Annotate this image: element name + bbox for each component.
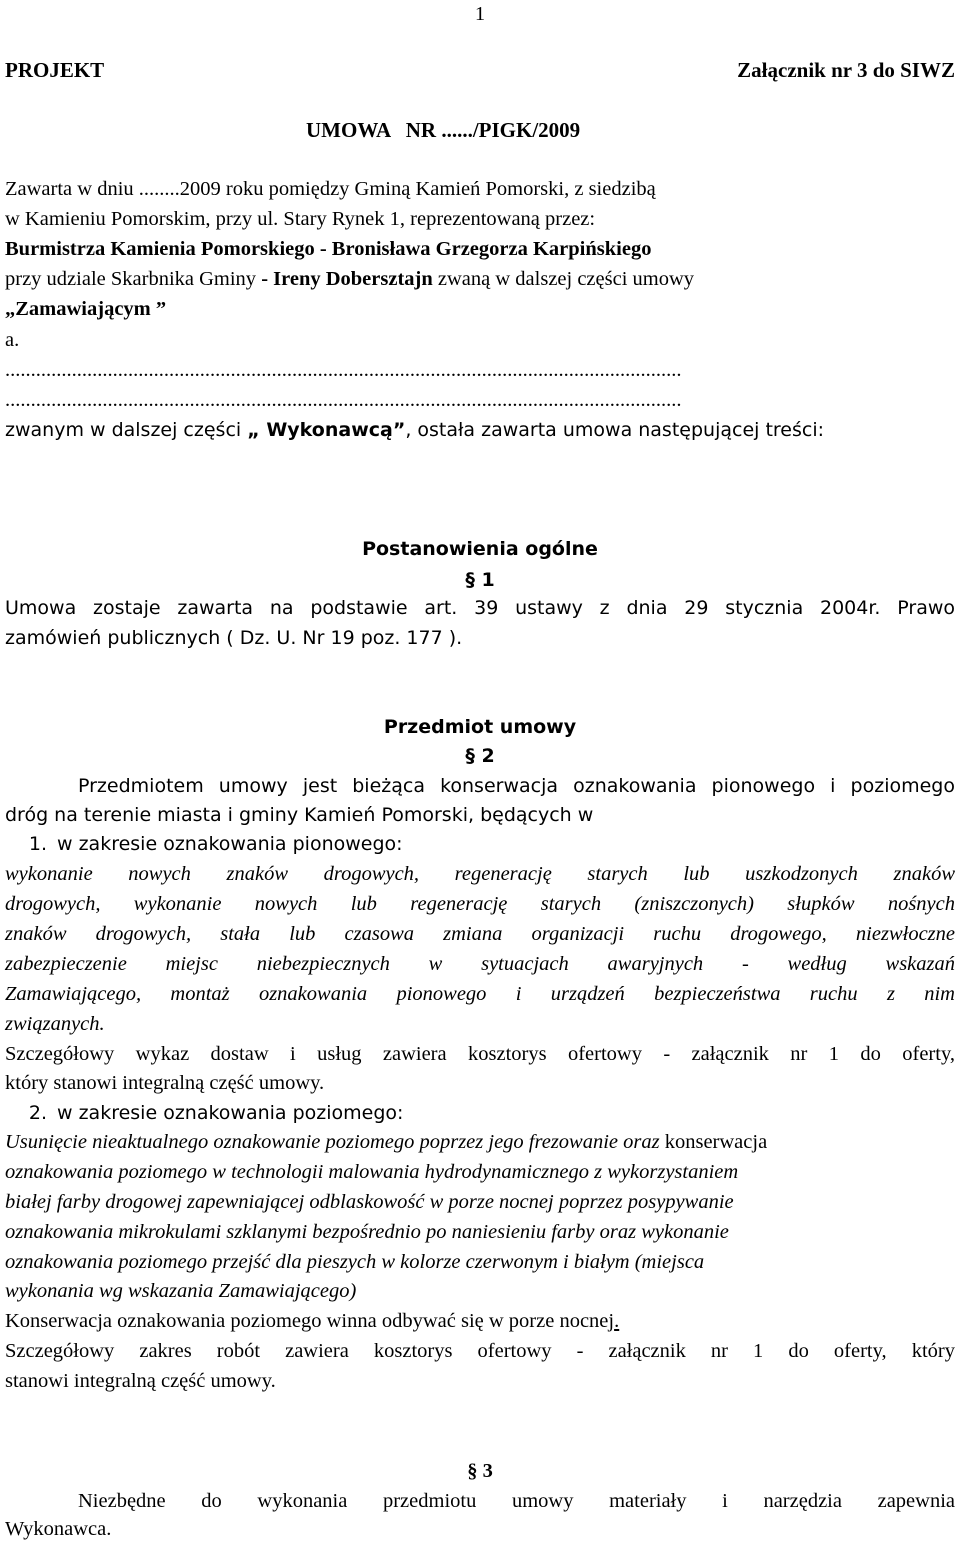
night-maintenance-text: Konserwacja oznakowania poziomego winna odbywać się w porze nocnej: [5, 1310, 615, 1332]
section-1-line-2: zamówień publicznych ( Dz. U. Nr 19 poz. 177 ).: [5, 627, 463, 649]
vertical-scope-line-5: Zamawiającego, montaż oznakowania pionowego i urządzeń bezpieczeństwa ruchu z nim: [5, 983, 955, 1005]
vertical-detail-line-1: Szczegółowy wykaz dostaw i usług zawiera kosztorys ofertowy - załącznik nr 1 do oferty,: [5, 1043, 955, 1065]
intro-line-3: Burmistrza Kamienia Pomorskiego - Bronisława Grzegorza Karpińskiego: [5, 238, 652, 260]
section-1-heading: Postanowienia ogólne: [362, 538, 598, 560]
section-1-paragraph-number: § 1: [465, 569, 495, 591]
night-maintenance-period: .: [614, 1310, 620, 1332]
section-3-line-2: Wykonawca.: [5, 1518, 112, 1540]
section-3-line-1: Niezbędne do wykonania przedmiotu umowy materiały i narzędzia zapewnia: [78, 1490, 955, 1512]
section-2-line-1: Przedmiotem umowy jest bieżąca konserwacja oznakowania pionowego i poziomego: [78, 775, 955, 797]
horizontal-scope-line-2: oznakowania poziomego w technologii malowania hydrodynamicznego z wykorzystaniem: [5, 1161, 739, 1183]
intro-line-5: „Zamawiającym ”: [5, 298, 167, 320]
section-2-paragraph-number: § 2: [465, 745, 495, 767]
header-right: Załącznik nr 3 do SIWZ: [737, 58, 955, 82]
horizontal-scope-line-5: oznakowania poziomego przejść dla pieszych w kolorze czerwonym i białym (miejsca: [5, 1251, 705, 1273]
night-maintenance-line: [5, 1307, 955, 1335]
section-3-paragraph-number: § 3: [467, 1460, 493, 1482]
intro-line-4: [5, 265, 955, 293]
intro-line-4-part-a: przy udziale Skarbnika Gminy: [5, 268, 262, 290]
dotted-line-1: ....................................................................................................................................: [5, 359, 682, 381]
intro-line-6: a.: [5, 329, 20, 351]
intro-line-9-part-b: „ Wykonawcą”: [247, 419, 406, 441]
contract-title: UMOWA NR ....../PIGK/2009: [306, 118, 581, 142]
page-number: 1: [474, 3, 486, 25]
list-item-2-label: w zakresie oznakowania poziomego:: [57, 1102, 404, 1124]
vertical-scope-line-1: wykonanie nowych znaków drogowych, regenerację starych lub uszkodzonych znaków: [5, 863, 955, 885]
horizontal-detail-line-2: stanowi integralną część umowy.: [5, 1370, 276, 1392]
horizontal-detail-line-1: Szczegółowy zakres robót zawiera kosztorys ofertowy - załącznik nr 1 do oferty, który: [5, 1340, 955, 1362]
list-item-1-label: w zakresie oznakowania pionowego:: [57, 833, 403, 855]
list-item-1-number: 1.: [28, 833, 47, 855]
header-left: PROJEKT: [5, 58, 105, 82]
horizontal-scope-line-1-part-a: Usunięcie nieaktualnego oznakowanie poziomego poprzez jego frezowanie oraz: [5, 1131, 665, 1153]
section-2-line-2: dróg na terenie miasta i gminy Kamień Pomorski, będących w: [5, 804, 594, 826]
horizontal-scope-line-6: wykonania wg wskazania Zamawiającego): [5, 1280, 357, 1302]
horizontal-scope-line-1-part-b: konserwacja: [664, 1131, 768, 1153]
intro-line-2: w Kamieniu Pomorskim, przy ul. Stary Rynek 1, reprezentowaną przez:: [5, 208, 596, 230]
section-1-line-1: Umowa zostaje zawarta na podstawie art. 39 ustawy z dnia 29 stycznia 2004r. Prawo: [5, 597, 955, 619]
intro-line-1: Zawarta w dniu ........2009 roku pomiędzy Gminą Kamień Pomorski, z siedzibą: [5, 178, 656, 200]
list-item-2: [5, 1099, 955, 1127]
dotted-line-2: ....................................................................................................................................: [5, 389, 682, 411]
horizontal-scope-line-4: oznakowania mikrokulami szklanymi bezpośrednio po naniesieniu farby oraz wykonanie: [5, 1221, 729, 1243]
vertical-scope-line-2: drogowych, wykonanie nowych lub regenerację starych (zniszczonych) słupków nośnych: [5, 893, 955, 915]
section-2-heading: Przedmiot umowy: [383, 716, 577, 738]
intro-line-9-part-c: , ostała zawarta umowa następującej treści:: [405, 419, 825, 441]
vertical-detail-line-2: który stanowi integralną część umowy.: [5, 1072, 325, 1094]
vertical-scope-line-4: zabezpieczenie miejsc niebezpiecznych w sytuacjach awaryjnych - według wskazań: [5, 953, 955, 975]
vertical-scope-line-3: znaków drogowych, stała lub czasowa zmiana organizacji ruchu drogowego, niezwłoczne: [5, 923, 955, 945]
intro-line-9: [5, 416, 955, 444]
intro-line-9-part-a: zwanym w dalszej części: [5, 419, 248, 441]
horizontal-scope-line-3: białej farby drogowej zapewniającej odblaskowość w porze nocnej poprzez posypywanie: [5, 1191, 734, 1213]
list-item-2-number: 2.: [28, 1102, 47, 1124]
intro-line-4-part-b: - Ireny Dobersztajn: [261, 268, 433, 290]
intro-line-4-part-c: zwaną w dalszej części umowy: [432, 268, 695, 290]
vertical-scope-line-6: związanych.: [5, 1013, 105, 1035]
list-item-1: [5, 830, 955, 858]
horizontal-scope-line-1: [5, 1128, 955, 1156]
